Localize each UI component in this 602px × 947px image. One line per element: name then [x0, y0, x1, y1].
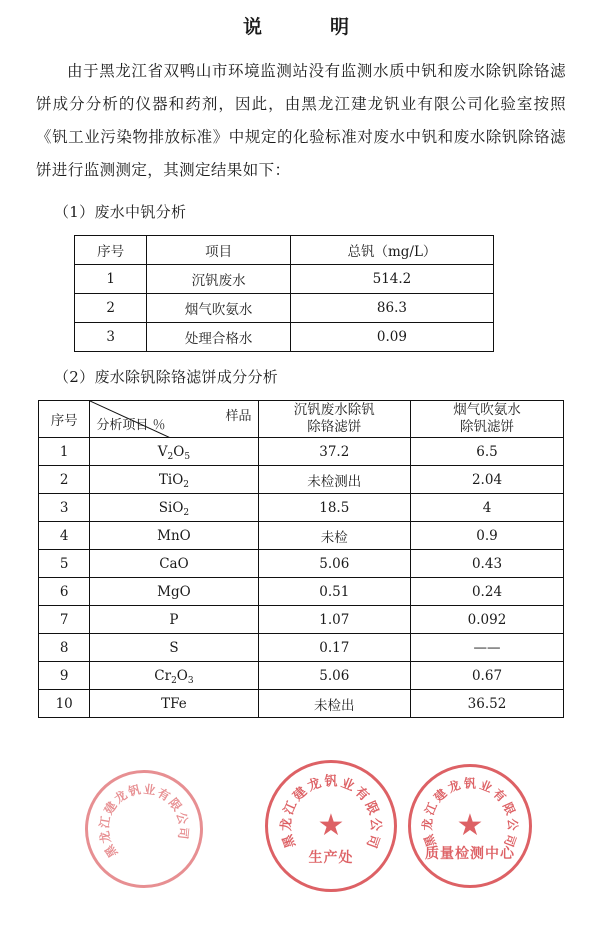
section-2-label: （2）废水除钒除铬滤饼成分分析	[54, 368, 279, 386]
cell-item-sub2: 5	[184, 451, 191, 462]
table-row	[39, 494, 564, 522]
cell-analysis-item	[90, 606, 258, 634]
cell-analysis-item	[90, 578, 258, 606]
cell-item: 沉钒废水	[147, 265, 291, 294]
cell-no: 4	[39, 522, 90, 550]
table-header-row	[39, 401, 564, 438]
cell-value-a: 5.06	[258, 550, 411, 578]
cell-item-main: CaO	[159, 555, 189, 572]
cell-value-b: 0.092	[411, 606, 564, 634]
cell-analysis-item	[90, 466, 258, 494]
corner-label-sample: 样品	[225, 409, 252, 424]
table-row	[39, 466, 564, 494]
column-header-sample-b-line1: 烟气吹氨水	[453, 402, 521, 418]
company-seal-production	[265, 760, 397, 892]
column-header-sample-b-line2: 除钒滤饼	[460, 419, 514, 435]
cell-analysis-item	[90, 438, 258, 466]
document-page	[0, 12, 602, 947]
cell-item-main: P	[169, 611, 179, 628]
cell-item-main: SiO	[158, 499, 184, 516]
cell-item-sub: 2	[183, 507, 190, 518]
cell-no: 10	[39, 690, 90, 718]
column-header-value: 总钒（mg/L）	[290, 236, 493, 265]
cell-item-tail: O	[176, 667, 188, 684]
company-seal-left	[72, 757, 215, 900]
column-header-sample-a-line2: 除铬滤饼	[307, 419, 362, 435]
cell-item: 烟气吹氨水	[147, 294, 291, 323]
cell-value-a: 1.07	[258, 606, 411, 634]
cell-no: 3	[75, 323, 147, 352]
cell-value-b: 0.24	[411, 578, 564, 606]
corner-header-diagonal	[90, 401, 258, 438]
table-row	[39, 606, 564, 634]
cell-value-a: 37.2	[258, 438, 411, 466]
table-row	[39, 690, 564, 718]
column-header-sample-b	[411, 401, 564, 438]
seal-sub-text-right: 质量检测中心	[425, 846, 515, 862]
star-icon: ★	[317, 808, 345, 843]
cell-no: 1	[75, 265, 147, 294]
cell-value-a: 0.17	[258, 634, 411, 662]
corner-label-analysis-item: 分析项目 ％	[96, 418, 166, 433]
seal-ring-text-center: 黑 龙 江 建 龙 钒 业 有 限 公 司	[279, 774, 383, 850]
table-row	[39, 634, 564, 662]
cell-value: 86.3	[290, 294, 493, 323]
table-wastewater-vanadium	[74, 235, 494, 352]
cell-item: 处理合格水	[147, 323, 291, 352]
cell-item-tail: O	[173, 443, 185, 460]
cell-value-b: 6.5	[411, 438, 564, 466]
table-row	[39, 550, 564, 578]
table-row	[39, 438, 564, 466]
cell-item-main: S	[169, 639, 179, 656]
cell-value-a: 0.51	[258, 578, 411, 606]
seal-ring-text-left: 黑 龙 江 建 龙 钒 业 有 限 公 司	[97, 782, 191, 860]
cell-value-a: 未检	[258, 522, 411, 550]
seal-ring-text-right: 黑 龙 江 建 龙 钒 业 有 限 公 司	[420, 776, 520, 849]
cell-value-b: 2.04	[411, 466, 564, 494]
cell-value-b: 0.9	[411, 522, 564, 550]
table-row	[75, 323, 494, 352]
table-row	[75, 265, 494, 294]
cell-no: 3	[39, 494, 90, 522]
cell-item-main: V	[157, 443, 168, 460]
cell-analysis-item	[90, 494, 258, 522]
cell-no: 5	[39, 550, 90, 578]
cell-no: 2	[39, 466, 90, 494]
cell-analysis-item	[90, 550, 258, 578]
cell-no: 2	[75, 294, 147, 323]
cell-item-main: MnO	[157, 527, 191, 544]
table-filter-cake-composition	[38, 400, 564, 718]
cell-value-b: 0.67	[411, 662, 564, 690]
cell-item-main: TiO	[158, 471, 184, 488]
cell-no: 6	[39, 578, 90, 606]
corner-label-row-no: 序号	[50, 413, 78, 429]
intro-paragraph: 由于黑龙江省双鸭山市环境监测站没有监测水质中钒和废水除钒除铬滤饼成分分析的仪器和药剂，因此，由黑龙江建龙钒业有限公司化验室按照《钒工业污染物排放标准》中规定的化验标准对废水中钒和废水除钒除铬滤饼进行监测测定，其测定结果如下：	[36, 62, 566, 179]
cell-value-a: 未检出	[258, 690, 411, 718]
cell-value-b: 36.52	[411, 690, 564, 718]
cell-item-sub2: 3	[187, 675, 194, 686]
cell-analysis-item	[90, 690, 258, 718]
cell-item-sub: 2	[171, 675, 177, 686]
cell-no: 1	[39, 438, 90, 466]
seal-sub-text-center: 生产处	[308, 850, 354, 866]
cell-item-sub: 2	[183, 479, 189, 490]
corner-header-no	[39, 401, 90, 438]
cell-value-b: 4	[411, 494, 564, 522]
cell-value-a: 18.5	[258, 494, 411, 522]
column-header-sample-a-line1: 沉钒废水除钒	[293, 402, 375, 418]
cell-no: 7	[39, 606, 90, 634]
cell-value-b: ——	[411, 634, 564, 662]
cell-no: 9	[39, 662, 90, 690]
column-header-no: 序号	[75, 236, 147, 265]
cell-item-sub: 2	[167, 451, 174, 462]
table-row	[75, 294, 494, 323]
cell-analysis-item	[90, 634, 258, 662]
table-row	[39, 578, 564, 606]
table-header-row	[75, 236, 494, 265]
company-seal-quality	[408, 764, 532, 888]
column-header-item: 项目	[147, 236, 291, 265]
cell-value-a: 未检测出	[258, 466, 411, 494]
cell-item-main: MgO	[157, 583, 191, 600]
table-row	[39, 662, 564, 690]
table-row	[39, 522, 564, 550]
cell-value-a: 5.06	[258, 662, 411, 690]
cell-value-b: 0.43	[411, 550, 564, 578]
cell-item-main: Cr	[154, 667, 172, 684]
page-title: 说 明	[242, 16, 359, 38]
cell-value: 514.2	[290, 265, 493, 294]
section-1-label: （1）废水中钒分析	[54, 203, 187, 221]
cell-item-main: TFe	[161, 695, 187, 712]
column-header-sample-a	[258, 401, 411, 438]
cell-analysis-item	[90, 522, 258, 550]
cell-analysis-item	[90, 662, 258, 690]
star-icon: ★	[456, 808, 484, 843]
cell-value: 0.09	[290, 323, 493, 352]
cell-no: 8	[39, 634, 90, 662]
